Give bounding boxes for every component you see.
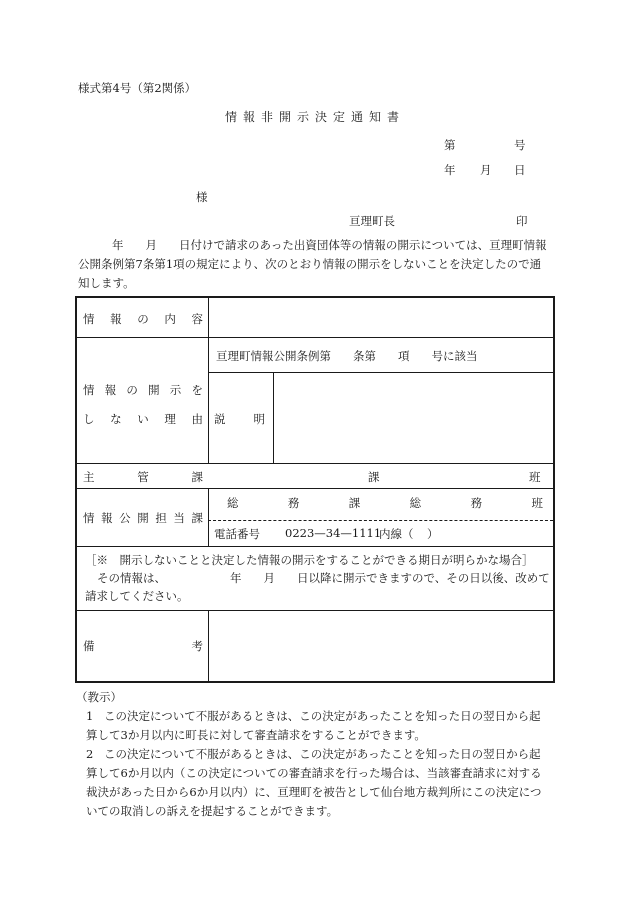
explanation-label: 説 明 (214, 412, 265, 426)
content-input[interactable] (211, 304, 551, 334)
intro-text: 日付けで請求のあった出資団体等の情報の開示については、亘理町情報公開条例第7条第1項の規定により、次のとおり情報の開示をしないことを決定したので通知します。 (78, 238, 547, 290)
document-title: 情報非開示決定通知書 (224, 110, 405, 124)
date-year: 年 (444, 163, 456, 177)
staff-label: 情 報 公 開 担 当 課 (83, 511, 203, 525)
disclosure-note-line1: その情報は、 年 月 日以降に開示できますので、その日以後、改めて (97, 571, 550, 585)
number-prefix: 第 (444, 138, 456, 152)
recipient-suffix: 様 (196, 190, 208, 204)
dept-ka: 課 (368, 470, 380, 484)
extension-label: 内線（ (379, 527, 414, 541)
intro-month: 月 (145, 238, 157, 252)
disclosure-note-heading: ［※ 開示しないことと決定した情報の開示をすることができる期日が明らかな場合］ (85, 553, 534, 567)
date-month: 月 (480, 163, 492, 177)
instruction-item-1: 1 この決定について不服があるときは、この決定があったことを知った日の翌日から起算して3か月以内に町長に対して審査請求をすることができます。 (86, 709, 541, 742)
instruction-item-2: 2 この決定について不服があるときは、この決定があったことを知った日の翌日から起算して6か月以内（この決定についての審査請求を行った場合は、当該審査請求に対する裁決があった日から6か月以内）に、亘理町を被告として仙台地方裁判所にこの決定についての取消しの訴えを提起することができます。 (86, 747, 542, 818)
remarks-input[interactable] (211, 614, 551, 678)
phone-number: 0223—34—1111 (285, 526, 382, 540)
extension-close: ） (427, 527, 439, 541)
intro-year: 年 (112, 238, 124, 252)
dept-han: 班 (529, 470, 541, 484)
instruction-heading: （教示） (76, 690, 122, 704)
intro-paragraph (78, 236, 552, 293)
decision-table (75, 296, 555, 683)
reason-label-line2: し な い 理 由 (83, 412, 203, 426)
disclosure-note-line2: 請求してください。 (85, 589, 189, 603)
date-day: 日 (514, 163, 526, 177)
staff-section-row: 総 務 課 総 務 班 (227, 496, 543, 510)
reason-label-line1: 情 報 の 開 示 を (83, 383, 203, 397)
sender-name: 亘理町長 (349, 214, 395, 228)
content-label: 情 報 の 内 容 (83, 312, 203, 326)
explanation-input[interactable] (276, 375, 551, 461)
number-suffix: 号 (514, 138, 526, 152)
form-id: 様式第4号（第2関係） (78, 81, 197, 95)
seal-mark: 印 (516, 214, 528, 228)
dept-label: 主 管 課 (83, 470, 203, 484)
phone-label: 電話番号 (214, 527, 260, 541)
remarks-label: 備 考 (83, 639, 203, 653)
ordinance-clause: 亘理町情報公開条例第 条第 項 号に該当 (216, 349, 478, 363)
